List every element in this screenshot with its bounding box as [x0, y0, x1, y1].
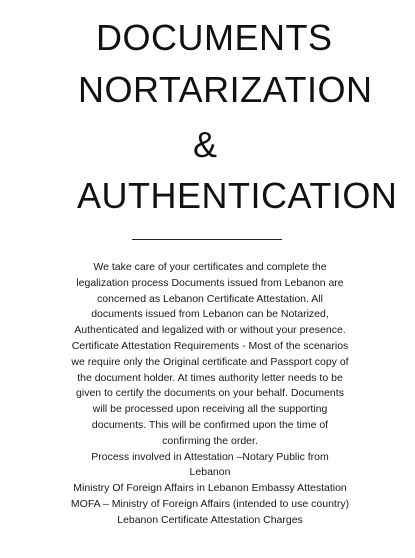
page-title-line-2: NORTARIZATION — [78, 69, 373, 110]
page-title-line-1: DOCUMENTS — [96, 17, 333, 58]
description-text — [70, 260, 350, 529]
paragraph-ministry: Ministry Of Foreign Affairs in Lebanon Embassy Attestation MOFA – Ministry of Foreign Affairs (intended to use country) Lebanon Certificate Attestation Charges — [70, 482, 350, 526]
paragraph-process: Process involved in Attestation –Notary Public from Lebanon — [91, 450, 329, 479]
paragraph-intro: We take care of your certificates and complete the legalization process Documents issued from Lebanon are concerned as Lebanon Certificate Attestation. All documents issued from Lebanon can be Notarized, Authenticated and legalized with or without your presence. — [74, 261, 346, 337]
page-title-line-3: & — [193, 124, 218, 165]
title-divider — [132, 239, 282, 240]
page-title-line-4: AUTHENTICATION — [77, 175, 398, 216]
paragraph-requirements: Certificate Attestation Requirements - Most of the scenarios we require only the Original certificate and Passport copy of the document holder. At times authority letter needs to be given to certify the documents on your behalf. Documents will be processed upon receiving all the supporting documents. This will be confirmed upon the time of confirming the order. — [71, 339, 349, 447]
